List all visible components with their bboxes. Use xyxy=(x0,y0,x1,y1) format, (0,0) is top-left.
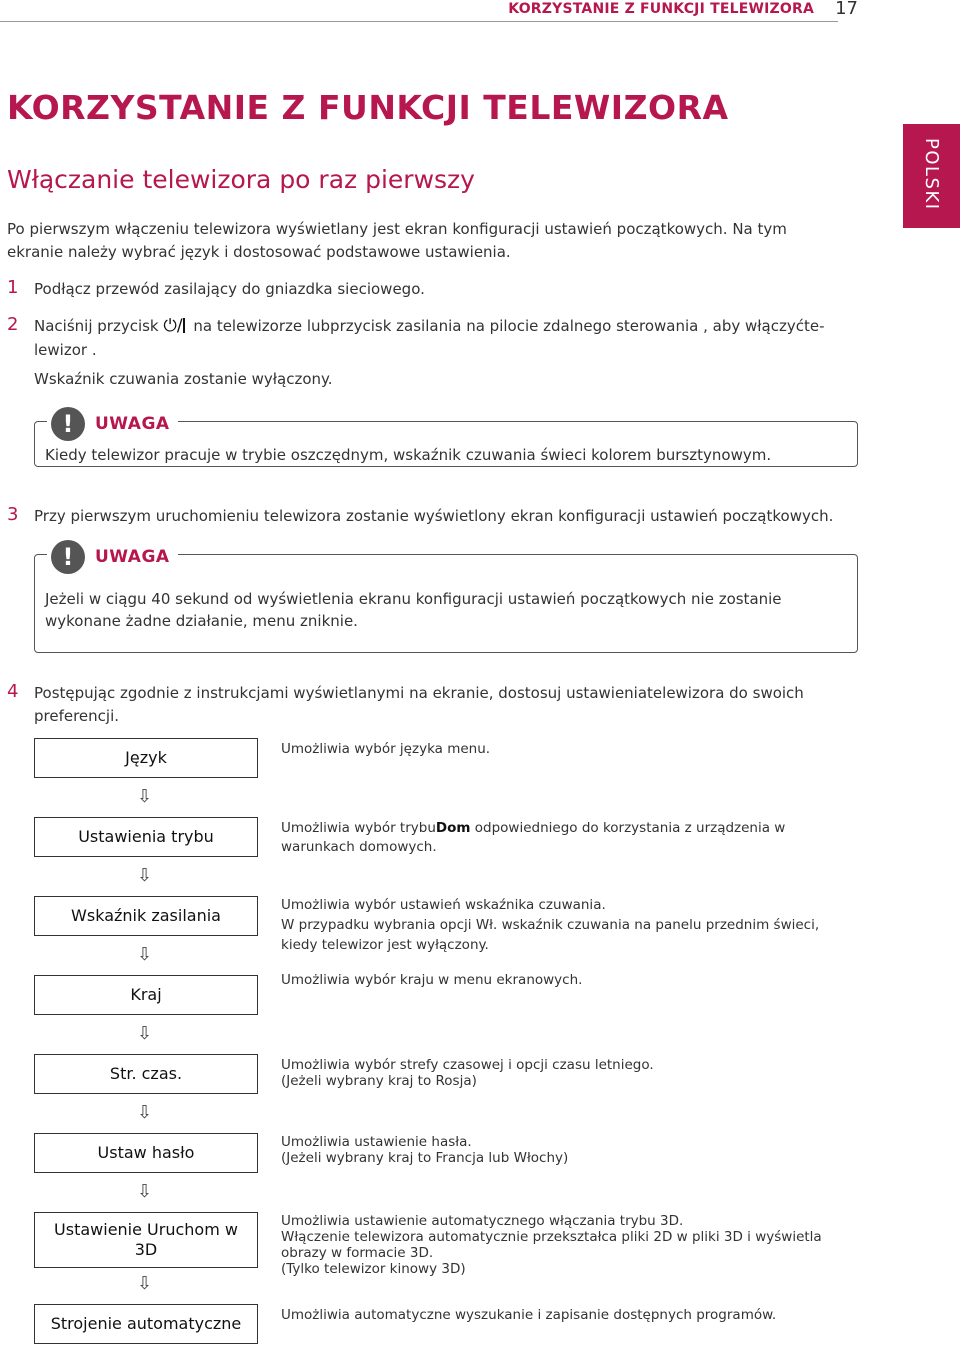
flow-desc-auto-tuning: Umożliwia automatyczne wyszukanie i zapisanie dostępnych programów. xyxy=(281,1307,777,1323)
note-text: Jeżeli w ciągu 40 sekund od wyświetlenia ekranu konfiguracji ustawień początkowych nie zostanie wykonane żadne działanie, menu zniknie. xyxy=(45,590,782,630)
down-arrow-icon: ⇩ xyxy=(137,786,153,807)
flow-desc-mode: Umożliwia wybór trybuDom odpowiedniego do korzystania z urządzenia w warunkach domowych. xyxy=(281,820,786,855)
header-divider xyxy=(0,21,838,22)
flow-step-language: Język xyxy=(34,738,258,778)
flow-step-auto-tuning: Strojenie automatyczne xyxy=(34,1304,258,1344)
step-number: 2 xyxy=(7,314,19,335)
exclamation-icon: ! xyxy=(51,407,85,441)
note-label: UWAGA xyxy=(95,547,170,567)
section-title: KORZYSTANIE Z FUNKCJI TELEWIZORA xyxy=(7,88,729,127)
note-box xyxy=(34,410,858,467)
page-header xyxy=(0,0,960,22)
flow-step-country: Kraj xyxy=(34,975,258,1015)
down-arrow-icon: ⇩ xyxy=(137,944,153,965)
exclamation-icon: ! xyxy=(51,540,85,574)
flow-desc-country: Umożliwia wybór kraju w menu ekranowych. xyxy=(281,972,583,988)
language-tab xyxy=(903,124,960,228)
note-label: UWAGA xyxy=(95,414,170,434)
flow-desc-power-indicator: Umożliwia wybór ustawień wskaźnika czuwania. W przypadku wybrania opcji Wł. wskaźnik czuwania na panelu przednim świeci, kiedy telewizor jest wyłączony. xyxy=(281,897,820,953)
down-arrow-icon: ⇩ xyxy=(137,1023,153,1044)
step-subtext: Wskaźnik czuwania zostanie wyłączony. xyxy=(34,370,333,388)
subsection-title: Włączanie telewizora po raz pierwszy xyxy=(7,165,475,194)
step-text-line2: lewizor . xyxy=(34,341,97,359)
step-text-before: Naciśnij przycisk xyxy=(34,317,159,335)
flow-desc-password: Umożliwia ustawienie hasła. (Jeżeli wybrany kraj to Francja lub Włochy) xyxy=(281,1134,569,1166)
power-icon: ⏻/ xyxy=(163,316,183,336)
down-arrow-icon: ⇩ xyxy=(137,1273,153,1294)
step-text: Przy pierwszym uruchomieniu telewizora zostanie wyświetlony ekran konfiguracji ustawień początkowych. xyxy=(34,507,834,525)
running-title: KORZYSTANIE Z FUNKCJI TELEWIZORA xyxy=(508,1,814,17)
step-text: Podłącz przewód zasilający do gniazdka sieciowego. xyxy=(34,280,425,298)
flow-desc-language: Umożliwia wybór języka menu. xyxy=(281,741,491,757)
step-number: 3 xyxy=(7,504,19,525)
down-arrow-icon: ⇩ xyxy=(137,1102,153,1123)
step-text: Postępując zgodnie z instrukcjami wyświetlanymi na ekranie, dostosuj ustawieniatelewizora do swoich preferencji. xyxy=(34,684,804,725)
flow-step-mode: Ustawienia trybu xyxy=(34,817,258,857)
note-text: Kiedy telewizor pracuje w trybie oszczędnym, wskaźnik czuwania świeci kolorem bursztynowym. xyxy=(45,446,772,464)
power-bar-icon xyxy=(183,318,185,333)
flow-step-time-zone: Str. czas. xyxy=(34,1054,258,1094)
step-text-after: na telewizorze lubprzycisk zasilania na pilocie zdalnego sterowania , aby włączyćte- xyxy=(193,317,825,335)
down-arrow-icon: ⇩ xyxy=(137,865,153,886)
page-number: 17 xyxy=(835,0,858,19)
note-box xyxy=(34,543,858,653)
step-number: 4 xyxy=(7,681,19,702)
intro-paragraph: Po pierwszym włączeniu telewizora wyświetlany jest ekran konfiguracji ustawień początkowych. Na tym ekranie należy wybrać język i dostosować podstawowe ustawienia. xyxy=(7,220,787,261)
step-number: 1 xyxy=(7,277,19,298)
step-text xyxy=(34,315,864,338)
flow-desc-time-zone: Umożliwia wybór strefy czasowej i opcji czasu letniego. (Jeżeli wybrany kraj to Rosja) xyxy=(281,1057,654,1089)
flow-step-password: Ustaw hasło xyxy=(34,1133,258,1173)
flow-desc-3d-start: Umożliwia ustawienie automatycznego włączania trybu 3D. Włączenie telewizora automatycznie przekształca pliki 2D w pliki 3D i wyświetla obrazy w formacie 3D. (Tylko telewizor kinowy 3D) xyxy=(281,1213,822,1277)
flow-step-power-indicator: Wskaźnik zasilania xyxy=(34,896,258,936)
down-arrow-icon: ⇩ xyxy=(137,1181,153,1202)
flow-step-3d-start: Ustawienie Uruchom w 3D xyxy=(34,1212,258,1268)
language-tab-label: POLSKI xyxy=(921,138,942,211)
